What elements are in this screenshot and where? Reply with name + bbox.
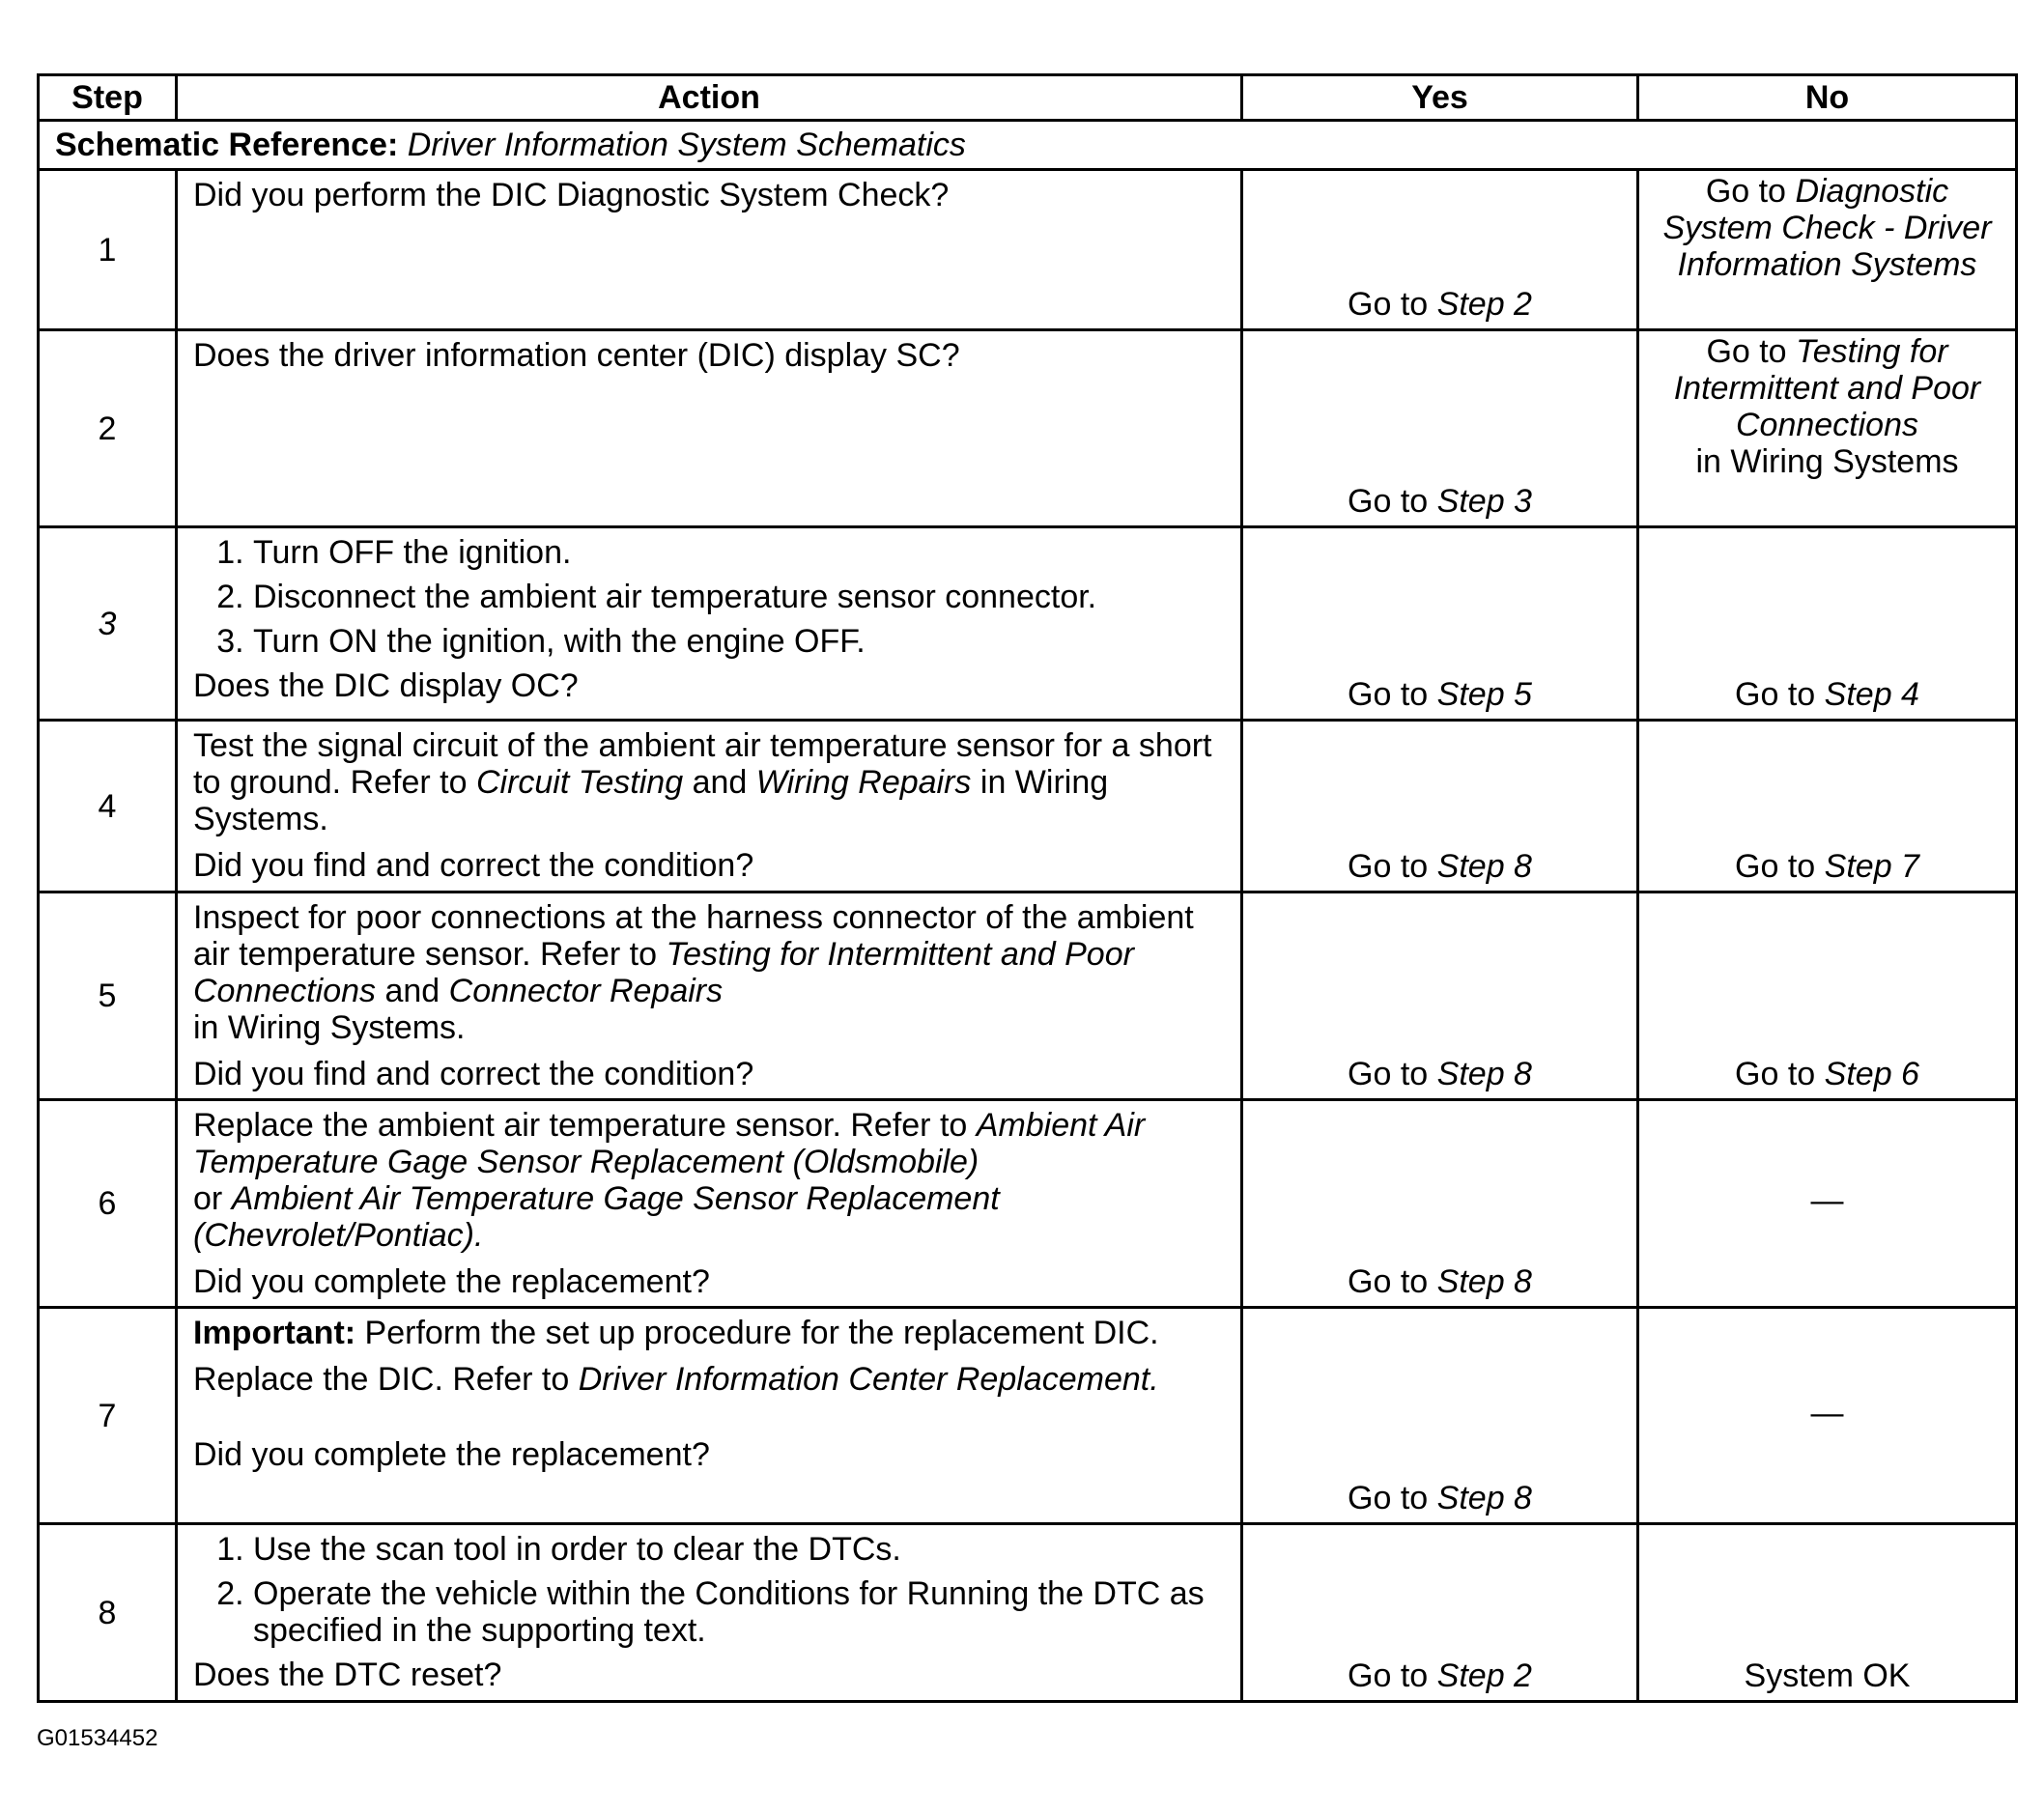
header-step: Step <box>39 75 177 121</box>
instruction-text: Replace the DIC. Refer to <box>193 1361 570 1398</box>
step-question: Does the DTC reset? <box>193 1657 502 1693</box>
ref-link[interactable]: Wiring Repairs <box>755 764 972 801</box>
step-question: Does the DIC display OC? <box>193 667 579 704</box>
yes-cell <box>1242 721 1638 892</box>
ref-link[interactable]: Ambient Air Temperature Gage Sensor Replacement (Oldsmobile) <box>193 1107 1146 1180</box>
no-cell: System OK <box>1638 1524 2017 1702</box>
step-action: Does the driver information center (DIC) display SC? <box>177 330 1242 527</box>
list-item: 1. Use the scan tool in order to clear the DTCs. <box>253 1531 1225 1568</box>
no-step-link[interactable]: Diagnostic System Check - Driver Information Systems <box>1662 173 1992 283</box>
schematic-label: Schematic Reference: <box>55 127 399 163</box>
step-action: Did you perform the DIC Diagnostic System Check? <box>177 170 1242 330</box>
no-cell <box>1638 170 2017 330</box>
yes-cell <box>1242 1100 1638 1308</box>
no-step-link[interactable]: Step 6 <box>1824 1056 1919 1092</box>
no-cell <box>1638 892 2017 1100</box>
yes-step-link[interactable]: Step 8 <box>1436 1480 1532 1516</box>
no-step-link[interactable]: Step 4 <box>1824 676 1919 713</box>
step-number: 6 <box>39 1100 177 1308</box>
go-to-label: Go to <box>1348 1056 1429 1092</box>
step-row-6 <box>39 1100 2017 1308</box>
and-text: and <box>384 973 440 1009</box>
header-no: No <box>1638 75 2017 121</box>
yes-step-link[interactable]: Step 8 <box>1436 1263 1532 1300</box>
important-label: Important: <box>193 1315 356 1351</box>
step-action <box>177 721 1242 892</box>
instruction-text: Test the signal circuit of the ambient air temperature sensor for a short to ground. Refer to <box>193 727 1212 801</box>
no-cell <box>1638 330 2017 527</box>
go-to-label: Go to <box>1735 848 1816 885</box>
go-to-label: Go to <box>1348 1657 1429 1694</box>
figure-id: G01534452 <box>37 1725 158 1751</box>
yes-cell <box>1242 1308 1638 1524</box>
step-row-1 <box>39 170 2017 330</box>
header-row <box>39 75 2017 121</box>
ref-link[interactable]: Testing for Intermittent and Poor Connections <box>193 936 1134 1009</box>
step-number: 3 <box>39 527 177 721</box>
go-to-label: Go to <box>1735 1056 1816 1092</box>
step-instruction <box>193 727 1225 837</box>
step-instruction <box>193 1107 1225 1254</box>
no-suffix: in Wiring Systems <box>1695 443 1959 480</box>
yes-step-link[interactable]: Step 8 <box>1436 848 1532 885</box>
list-item: 2. Operate the vehicle within the Conditions for Running the DTC as specified in the supporting text. <box>253 1575 1225 1649</box>
step-action <box>177 1308 1242 1524</box>
step-row-2 <box>39 330 2017 527</box>
step-list <box>193 534 1225 660</box>
instruction-text: in Wiring Systems. <box>193 764 1109 837</box>
list-item: 2. Disconnect the ambient air temperature sensor connector. <box>253 579 1225 615</box>
step-number: 1 <box>39 170 177 330</box>
go-to-label: Go to <box>1706 333 1787 370</box>
step-row-8 <box>39 1524 2017 1702</box>
step-number: 5 <box>39 892 177 1100</box>
step-instruction <box>193 899 1225 1046</box>
and-text: and <box>692 764 748 801</box>
step-row-4 <box>39 721 2017 892</box>
diagnostic-table <box>37 73 2018 1703</box>
yes-step-link[interactable]: Step 2 <box>1436 286 1532 323</box>
header-action: Action <box>177 75 1242 121</box>
step-action <box>177 1100 1242 1308</box>
list-item: 3. Turn ON the ignition, with the engine OFF. <box>253 623 1225 660</box>
step-action <box>177 527 1242 721</box>
go-to-label: Go to <box>1348 286 1429 323</box>
no-cell <box>1638 527 2017 721</box>
go-to-label: Go to <box>1348 1480 1429 1516</box>
no-step-link[interactable]: Testing for Intermittent and Poor Connections <box>1673 333 1981 443</box>
yes-cell <box>1242 892 1638 1100</box>
step-question: Did you complete the replacement? <box>193 1436 710 1473</box>
schematic-reference <box>39 121 2017 170</box>
ref-link[interactable]: Driver Information Center Replacement. <box>578 1361 1159 1398</box>
instruction-text: Replace the ambient air temperature sensor. Refer to <box>193 1107 968 1144</box>
header-yes: Yes <box>1242 75 1638 121</box>
ref-link[interactable]: Circuit Testing <box>475 764 684 801</box>
yes-step-link[interactable]: Step 5 <box>1436 676 1532 713</box>
yes-cell <box>1242 1524 1638 1702</box>
yes-step-link[interactable]: Step 3 <box>1436 483 1532 520</box>
yes-step-link[interactable]: Step 8 <box>1436 1056 1532 1092</box>
go-to-label: Go to <box>1735 676 1816 713</box>
step-question: Did you complete the replacement? <box>193 1263 710 1300</box>
go-to-label: Go to <box>1348 483 1429 520</box>
ref-link[interactable]: Ambient Air Temperature Gage Sensor Replacement (Chevrolet/Pontiac). <box>193 1180 1000 1254</box>
no-cell <box>1638 721 2017 892</box>
yes-cell <box>1242 330 1638 527</box>
or-text: or <box>193 1180 223 1217</box>
step-row-7 <box>39 1308 2017 1524</box>
important-text: Perform the set up procedure for the replacement DIC. <box>364 1315 1159 1351</box>
step-row-3 <box>39 527 2017 721</box>
yes-step-link[interactable]: Step 2 <box>1436 1657 1532 1694</box>
step-instruction <box>193 1361 1225 1398</box>
step-row-5 <box>39 892 2017 1100</box>
no-cell: — <box>1638 1308 2017 1524</box>
step-number: 8 <box>39 1524 177 1702</box>
instruction-text: Inspect for poor connections at the harness connector of the ambient air temperature sensor. Refer to <box>193 899 1194 973</box>
step-list <box>193 1531 1225 1649</box>
schematic-link[interactable]: Driver Information System Schematics <box>407 127 966 163</box>
step-question: Did you find and correct the condition? <box>193 847 754 884</box>
no-step-link[interactable]: Step 7 <box>1824 848 1919 885</box>
no-cell: — <box>1638 1100 2017 1308</box>
go-to-label: Go to <box>1348 1263 1429 1300</box>
step-number: 7 <box>39 1308 177 1524</box>
go-to-label: Go to <box>1348 676 1429 713</box>
instruction-text: in Wiring Systems. <box>193 1009 466 1046</box>
step-number: 2 <box>39 330 177 527</box>
step-question: Did you find and correct the condition? <box>193 1056 754 1092</box>
yes-cell <box>1242 170 1638 330</box>
step-action <box>177 892 1242 1100</box>
step-number: 4 <box>39 721 177 892</box>
step-action <box>177 1524 1242 1702</box>
yes-cell <box>1242 527 1638 721</box>
list-item: 1. Turn OFF the ignition. <box>253 534 1225 571</box>
schematic-reference-row <box>39 121 2017 170</box>
go-to-label: Go to <box>1348 848 1429 885</box>
ref-link[interactable]: Connector Repairs <box>448 973 724 1009</box>
go-to-label: Go to <box>1705 173 1786 210</box>
important-note <box>193 1315 1225 1351</box>
